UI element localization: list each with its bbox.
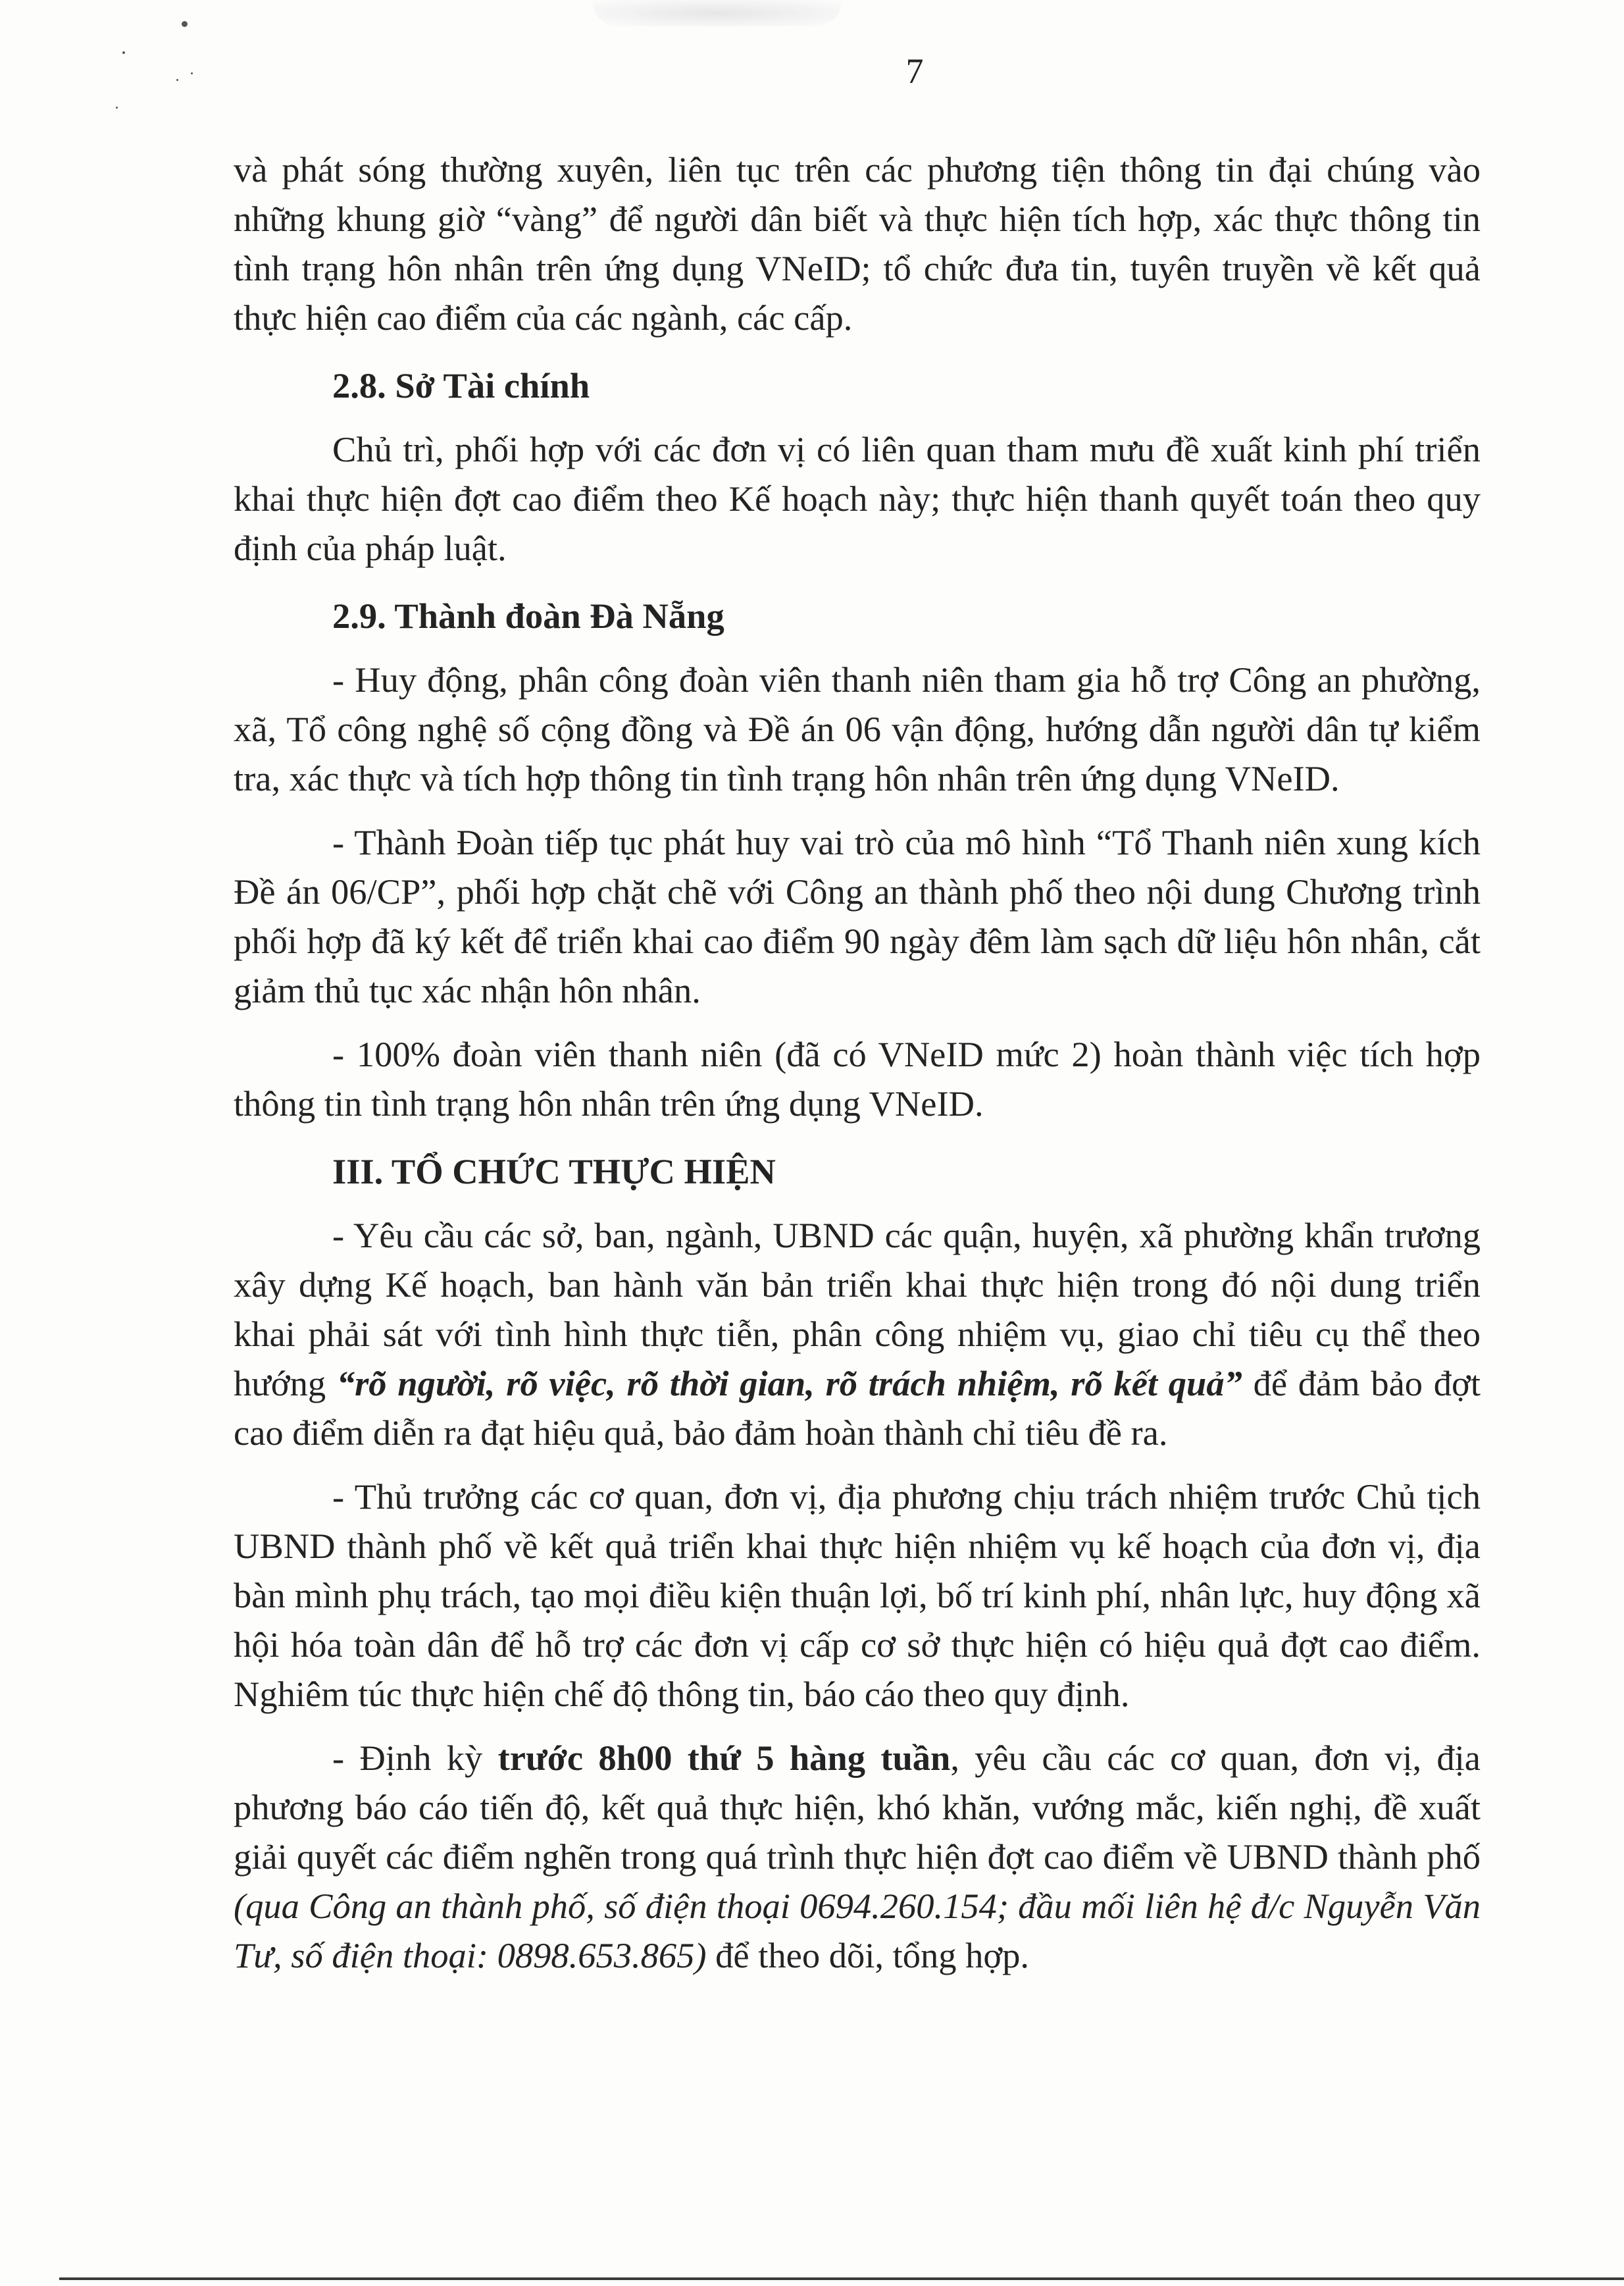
- paragraph-requirements: [234, 1210, 1481, 1457]
- paragraph-youth-model: - Thành Đoàn tiếp tục phát huy vai trò của mô hình “Tổ Thanh niên xung kích Đề án 06/CP”, phối hợp chặt chẽ với Công an thành phố theo nội dung Chương trình phối hợp đã ký kết để triển khai cao điểm 90 ngày đêm làm sạch dữ liệu hôn nhân, cắt giảm thủ tục xác nhận hôn nhân.: [234, 822, 1481, 1010]
- section-heading-2-8: 2.8. Sở Tài chính: [332, 365, 590, 405]
- text-run: để theo dõi, tổng hợp.: [706, 1935, 1030, 1975]
- document-body: [234, 145, 1481, 1980]
- paragraph-responsibility: - Thủ trưởng các cơ quan, đơn vị, địa phương chịu trách nhiệm trước Chủ tịch UBND thành phố về kết quả triển khai thực hiện nhiệm vụ kế hoạch của đơn vị, địa bàn mình phụ trách, tạo mọi điều kiện thuận lợi, bố trí kinh phí, nhân lực, huy động xã hội hóa toàn dân để hỗ trợ các đơn vị cấp cơ sở thực hiện có hiệu quả đợt cao điểm. Nghiêm túc thực hiện chế độ thông tin, báo cáo theo quy định.: [234, 1476, 1481, 1714]
- emphasis-text: “rõ người, rõ việc, rõ thời gian, rõ trách nhiệm, rõ kết quả”: [336, 1363, 1242, 1403]
- text-run: , yêu cầu các cơ quan, đơn vị, địa phương báo cáo tiến độ, kết quả thực hiện, khó khăn, vướng mắc, kiến nghị, đề xuất giải quyết các điểm nghẽn trong quá trình thực hiện đợt cao điểm về UBND thành phố: [234, 1738, 1481, 1877]
- page-number: 7: [905, 51, 924, 91]
- paragraph-youth-mobilize: - Huy động, phân công đoàn viên thanh niên tham gia hỗ trợ Công an phường, xã, Tổ công nghệ số cộng đồng và Đề án 06 vận động, hướng dẫn người dân tự kiểm tra, xác thực và tích hợp thông tin tình trạng hôn nhân trên ứng dụng VNeID.: [234, 660, 1481, 798]
- scan-speck: [182, 21, 188, 27]
- paragraph-broadcast: và phát sóng thường xuyên, liên tục trên các phương tiện thông tin đại chúng vào những khung giờ “vàng” để người dân biết và thực hiện tích hợp, xác thực thông tin tình trạng hôn nhân trên ứng dụng VNeID; tổ chức đưa tin, tuyên truyền về kết quả thực hiện cao điểm của các ngành, các cấp.: [234, 149, 1481, 338]
- scan-speck: [176, 79, 178, 81]
- section-heading-2-9: 2.9. Thành đoàn Đà Nẵng: [332, 596, 724, 636]
- bottom-border-line: [59, 2277, 1624, 2280]
- text-run: để đảm bảo đợt cao điểm diễn ra đạt hiệu quả, bảo đảm hoàn thành chỉ tiêu đề ra.: [234, 1363, 1481, 1453]
- scan-smudge: [592, 0, 842, 26]
- text-run: - Yêu cầu các sở, ban, ngành, UBND các quận, huyện, xã phường khẩn trương xây dựng Kế hoạch, ban hành văn bản triển khai thực hiện trong đó nội dung triển khai phải sát với tình hình thực tiễn, phân công nhiệm vụ, giao chỉ tiêu cụ thể theo hướng: [234, 1215, 1481, 1403]
- deadline-text: trước 8h00 thứ 5 hàng tuần: [497, 1738, 951, 1778]
- contact-info-text: (qua Công an thành phố, số điện thoại 0694.260.154; đầu mối liên hệ đ/c Nguyễn Văn Tư, số điện thoại: 0898.653.865): [234, 1886, 1481, 1975]
- section-heading-iii: III. TỔ CHỨC THỰC HIỆN: [332, 1151, 776, 1191]
- scan-speck: [191, 72, 193, 74]
- paragraph-reporting: [234, 1733, 1481, 1980]
- paragraph-youth-target: - 100% đoàn viên thanh niên (đã có VNeID mức 2) hoàn thành việc tích hợp thông tin tình trạng hôn nhân trên ứng dụng VNeID.: [234, 1034, 1481, 1124]
- scan-speck: [122, 51, 125, 54]
- text-run: - Định kỳ: [332, 1738, 498, 1778]
- scan-speck: [116, 107, 118, 109]
- paragraph-finance: Chủ trì, phối hợp với các đơn vị có liên quan tham mưu đề xuất kinh phí triển khai thực hiện đợt cao điểm theo Kế hoạch này; thực hiện thanh quyết toán theo quy định của pháp luật.: [234, 429, 1481, 568]
